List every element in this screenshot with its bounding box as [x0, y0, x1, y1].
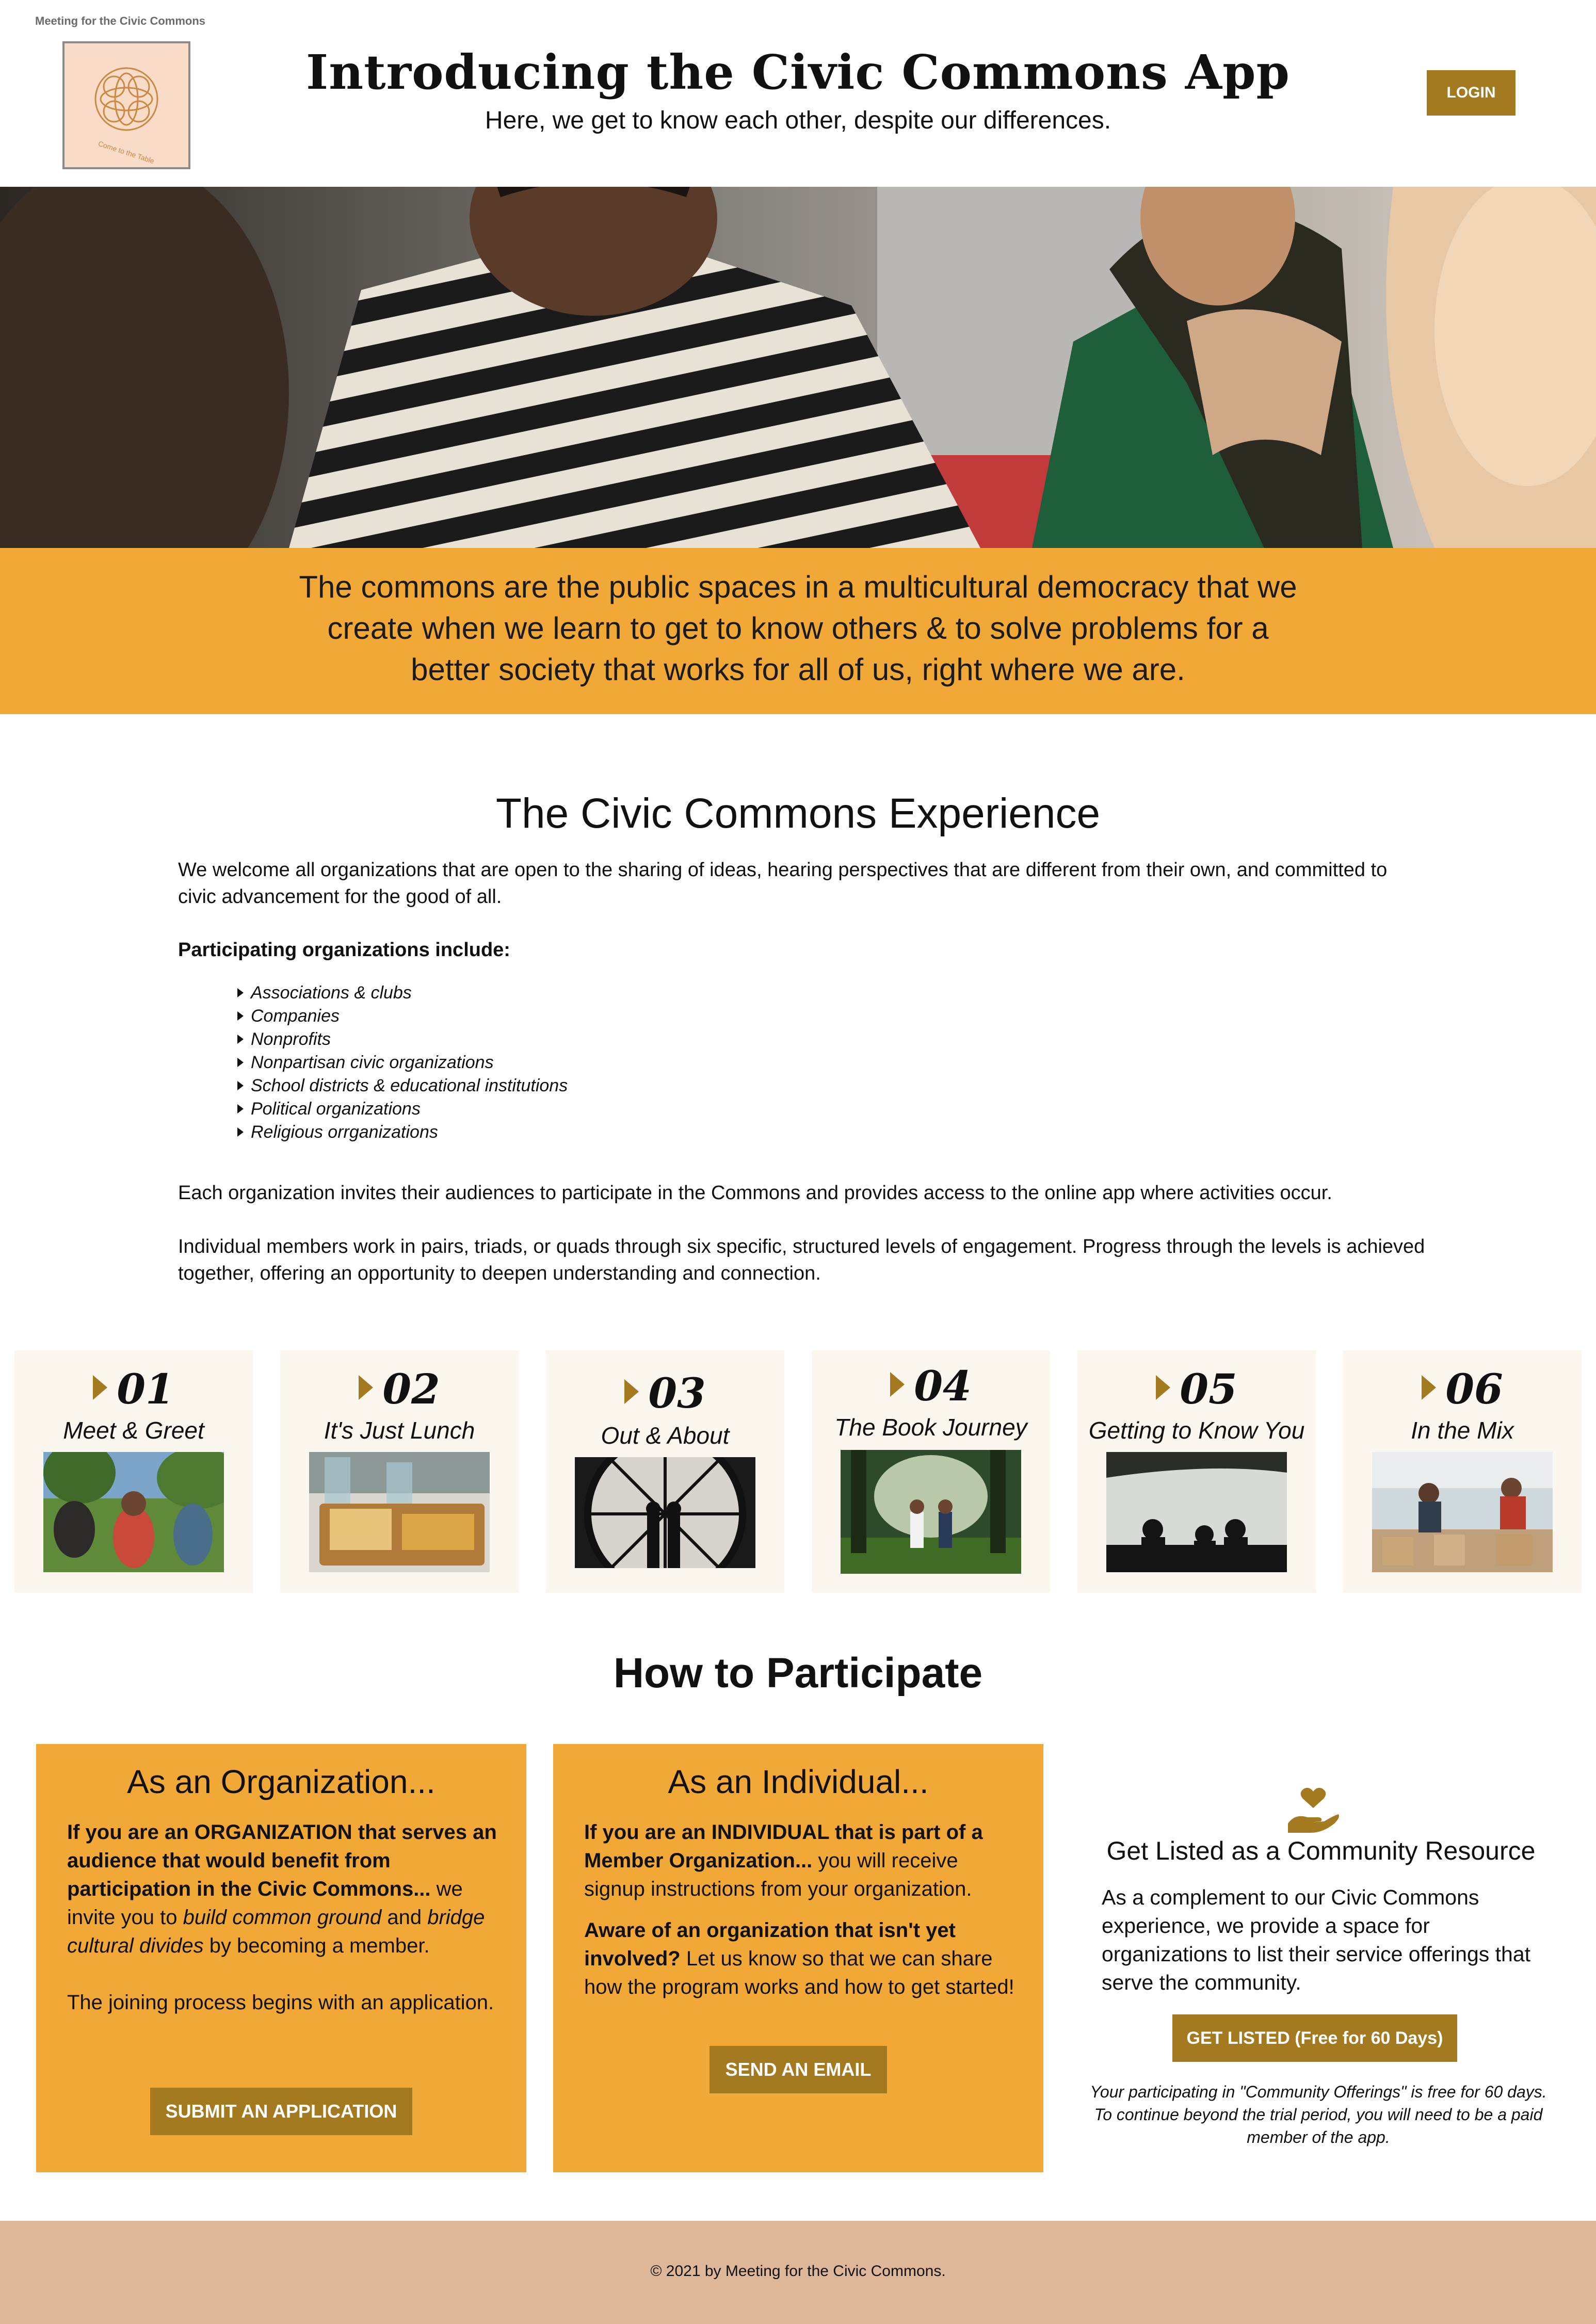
- level-card[interactable]: [1343, 1350, 1582, 1593]
- list-item: School districts & educational institutions: [237, 1074, 568, 1098]
- level-card[interactable]: [546, 1350, 784, 1593]
- organization-process: The joining process begins with an application.: [67, 1991, 494, 2014]
- get-listed-button[interactable]: GET LISTED (Free for 60 Days): [1172, 2014, 1457, 2062]
- orgs-list: [237, 981, 568, 1144]
- organization-card: [36, 1744, 526, 2172]
- tagline: Here, we get to know each other, despite our differences.: [485, 107, 1111, 134]
- logo-caption: Come to the Table: [97, 139, 156, 166]
- level-title: Getting to Know You: [1088, 1417, 1305, 1444]
- level-card[interactable]: [812, 1350, 1050, 1593]
- send-email-button[interactable]: SEND AN EMAIL: [710, 2046, 887, 2093]
- volunteers-photo: [1372, 1452, 1553, 1572]
- list-item: Nonprofits: [237, 1028, 568, 1051]
- submit-application-button[interactable]: SUBMIT AN APPLICATION: [150, 2088, 412, 2135]
- park-picnic-photo: [43, 1452, 224, 1572]
- individual-aware: Aware of an organization that isn't yet involved? Let us know so that we can share how the program works and how to get started!: [584, 1919, 1014, 1998]
- experience-paragraph: Each organization invites their audiences to participate in the Commons and provides access to the online app where activities occur.: [178, 1182, 1332, 1204]
- copyright: © 2021 by Meeting for the Civic Commons.: [650, 2263, 946, 2280]
- forest-children-photo: [841, 1450, 1021, 1574]
- list-item: Political organizations: [237, 1098, 568, 1121]
- mission-line: The commons are the public spaces in a multicultural democracy that we: [299, 570, 1297, 604]
- lunch-tray-photo: [309, 1452, 490, 1572]
- level-photo: [1106, 1452, 1287, 1572]
- list-item: Associations & clubs: [237, 981, 568, 1005]
- level-number: 05: [1180, 1365, 1237, 1413]
- level-title: Meet & Greet: [63, 1417, 204, 1444]
- hero-people-photo: [0, 187, 1596, 548]
- brand-name: Meeting for the Civic Commons: [35, 14, 206, 27]
- list-item: Religious orrganizations: [237, 1121, 568, 1144]
- experience-paragraph: Individual members work in pairs, triads, or quads through six specific, structured levels of engagement. Progress through the levels is achieved together, offering an opportunity to deepen understanding and connection.: [178, 1236, 1425, 1284]
- level-number: 01: [117, 1365, 174, 1413]
- silhouettes-photo: [1106, 1452, 1287, 1572]
- mission-line: create when we learn to get to know others & to solve problems for a: [327, 611, 1269, 645]
- caret-right-icon: [93, 1375, 107, 1400]
- caret-right-icon: [1422, 1375, 1436, 1400]
- level-photo: [1372, 1452, 1553, 1572]
- level-number: 02: [382, 1365, 440, 1413]
- level-photo: [575, 1457, 755, 1568]
- heart-hand-icon: [1285, 1783, 1342, 1835]
- level-photo: [841, 1450, 1021, 1574]
- listing-body: As a complement to our Civic Commons experience, we provide a space for organizations to list their service offerings that serve the community.: [1102, 1885, 1531, 1994]
- level-title: It's Just Lunch: [324, 1417, 475, 1444]
- individual-card: [553, 1744, 1043, 2172]
- level-title: The Book Journey: [834, 1414, 1027, 1441]
- card-heading: As an Organization...: [127, 1763, 436, 1800]
- section-title-experience: The Civic Commons Experience: [495, 790, 1101, 837]
- section-title-participate: How to Participate: [613, 1650, 983, 1697]
- mission-line: better society that works for all of us, right where we are.: [411, 652, 1185, 687]
- level-title: Out & About: [601, 1422, 730, 1449]
- level-photo: [309, 1452, 490, 1572]
- level-card[interactable]: [280, 1350, 519, 1593]
- list-item: Companies: [237, 1005, 568, 1028]
- listing-title: Get Listed as a Community Resource: [1106, 1836, 1536, 1865]
- caret-right-icon: [359, 1375, 373, 1400]
- level-photo: [43, 1452, 224, 1572]
- clock-window-photo: [575, 1457, 755, 1568]
- listing-note: Your participating in "Community Offerings" is free for 60 days. To continue beyond the trial period, you will need to be a paid member of the app.: [1090, 2083, 1547, 2147]
- caret-right-icon: [624, 1379, 639, 1404]
- caret-right-icon: [890, 1372, 905, 1397]
- organization-lead: If you are an ORGANIZATION that serves an audience that would benefit from participation in the Civic Commons... we invite you to build common ground and bridge cultural divides by becoming a member.: [67, 1821, 497, 1957]
- login-button[interactable]: LOGIN: [1427, 70, 1516, 116]
- caret-right-icon: [1156, 1375, 1170, 1400]
- hero-image: [0, 187, 1596, 548]
- orgs-heading: Participating organizations include:: [178, 939, 510, 961]
- level-card[interactable]: [1077, 1350, 1316, 1593]
- individual-lead: If you are an INDIVIDUAL that is part of a Member Organization... you will receive signup instructions from your organization.: [584, 1821, 983, 1900]
- level-number: 06: [1445, 1365, 1503, 1413]
- level-card[interactable]: [14, 1350, 253, 1593]
- card-heading: As an Individual...: [668, 1763, 929, 1800]
- level-title: In the Mix: [1411, 1417, 1514, 1444]
- list-item: Nonpartisan civic organizations: [237, 1051, 568, 1074]
- level-number: 03: [648, 1369, 706, 1417]
- page-title: Introducing the Civic Commons App: [306, 44, 1290, 100]
- level-number: 04: [914, 1362, 972, 1410]
- mission-statement: [279, 567, 1317, 690]
- experience-intro: We welcome all organizations that are open to the sharing of ideas, hearing perspectives that are different from their own, and committed to civic advancement for the good of all.: [178, 859, 1388, 908]
